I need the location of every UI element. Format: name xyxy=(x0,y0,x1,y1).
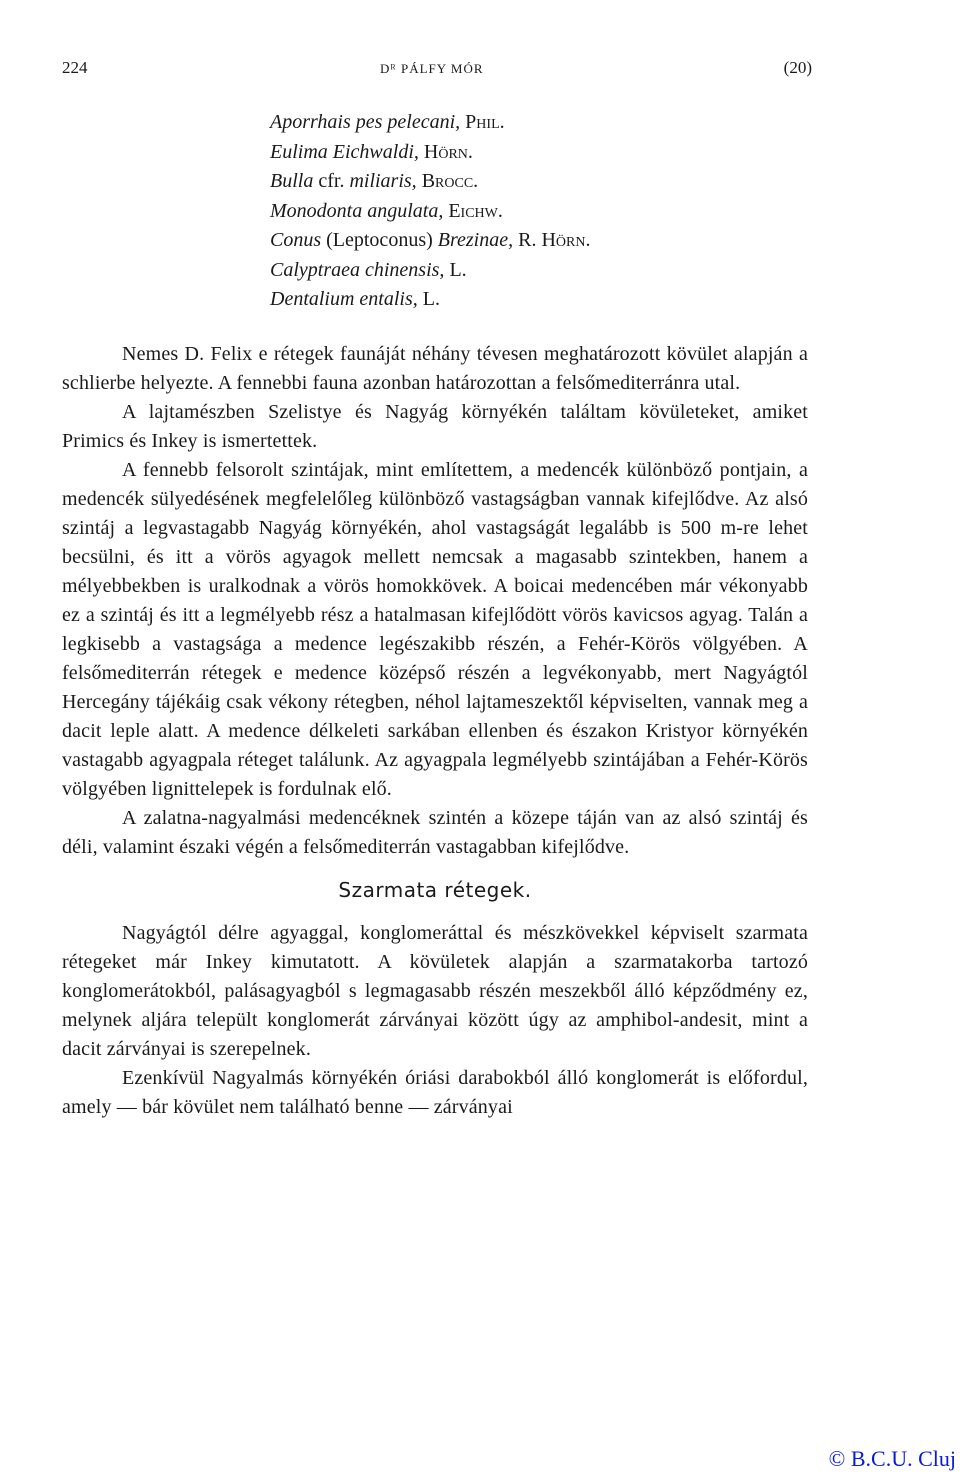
paragraph: Nemes D. Felix e rétegek faunáját néhány tévesen meghatározott kövület alapján a schlierbe helyezte. A fennebbi fauna azonban határozottan a felsőmediterránra utal. xyxy=(62,343,808,394)
body-text xyxy=(62,340,808,1122)
paragraph: Ezenkívül Nagyalmás környékén óriási darabokból álló konglomerát is előfordul, amely — bár kövület nem található benne — zárványai xyxy=(62,1067,808,1118)
library-stamp: © B.C.U. Cluj xyxy=(828,1446,956,1471)
paragraph: Nagyágtól délre agyaggal, konglomeráttal és mészkövekkel képviselt szarmata rétegeket már Inkey kimutatott. A kövületek alapján a szarmatakorba tartozó konglomerátokból, palásagyagból s legmagasabb részén meszekből álló képződmény ez, melynek aljára települt konglomerát zárványai között úgy az amphibol-andesit, mint a dacit zárványai is szerepelnek. xyxy=(62,922,808,1060)
paragraph: A fennebb felsorolt szintájak, mint említettem, a medencék különböző pontjain, a medencék sülyedésének megfelelőleg különböző vastagságban vannak kifejlődve. Az alsó szintáj a legvastagabb Nagyág környékén, ahol vastagságát legalább is 500 m-re lehet becsülni, és itt a vörös agyagok mellett nemcsak a magasabb szintekben, hanem a mélyebbekben is uralkodnak a vörös homokkövek. A boicai medencében már vékonyabb ez a szintáj és itt a legmélyebb rész a hatalmasan kifejlődött vörös kavicsos agyag. Talán a legkisebb a vastagsága a medence legészakibb részén, a Fehér-Körös völgyében. A felsőmediterrán rétegek e medence középső részén a legvékonyabb, mert Nagyágtól Hercegány tájékáig csak vékony rétegben, néhol lajtameszektől képviselten, vannak meg a dacit leple alatt. A medence délkeleti sarkában ellenben és északon Kristyor környékén vastagabb agyagpala réteget találunk. Az agyagpala legmélyebb szintájában a Fehér-Körös völgyében lignittelepek is fordulnak elő. xyxy=(62,459,808,800)
species-item: Dentalium entalis, L. xyxy=(270,288,440,310)
running-title: Dᴿ PÁLFY MÓR xyxy=(380,61,484,76)
section-heading: Szarmata rétegek. xyxy=(338,878,532,902)
species-item: Conus (Leptoconus) Brezinae, R. Hörn. xyxy=(270,229,591,251)
page-header xyxy=(62,58,812,88)
species-item: Eulima Eichwaldi, Hörn. xyxy=(270,140,473,163)
species-item: Bulla cfr. miliaris, Brocc. xyxy=(270,170,479,192)
page-code: (20) xyxy=(783,58,812,77)
species-item: Calyptraea chinensis, L. xyxy=(270,258,467,281)
page-number: 224 xyxy=(62,58,88,77)
species-item: Aporrhais pes pelecani, Phil. xyxy=(270,111,505,133)
paragraph: A lajtamészben Szelistye és Nagyág környékén találtam kövületeket, amiket Primics és Inkey is ismertettek. xyxy=(62,401,808,452)
paragraph: A zalatna-nagyalmási medencéknek szintén a közepe táján van az alsó szintáj és déli, valamint északi végén a felsőmediterrán vastagabban kifejlődve. xyxy=(62,807,808,858)
species-list xyxy=(270,108,590,315)
species-item: Monodonta angulata, Eichw. xyxy=(270,199,503,222)
